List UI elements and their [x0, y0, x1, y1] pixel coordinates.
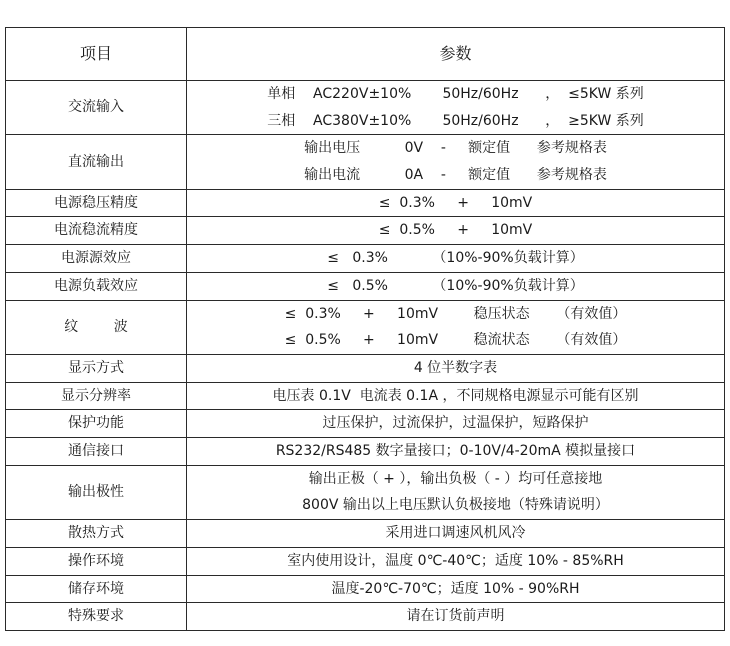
table-row	[6, 465, 725, 519]
value-line: 请在订货前声明	[406, 608, 505, 625]
table-row	[6, 354, 725, 382]
row-name: 散热方式	[6, 520, 187, 548]
value-line: ≤ 0.3% （10%-90%负载计算）	[327, 250, 584, 267]
table-row	[6, 410, 725, 438]
value-line: 输出正极（ + ），输出负极（ - ）均可任意接地	[308, 470, 603, 487]
value-line: ≤ 0.3% + 10mV	[378, 194, 533, 211]
table-row	[6, 520, 725, 548]
header-item: 项目	[6, 28, 187, 81]
value-line: 单相 AC220V±10% 50Hz/60Hz ， ≤5KW 系列	[267, 86, 644, 102]
value-line: 输出电压 0V - 额定值 参考规格表	[304, 140, 607, 157]
table-row	[6, 300, 725, 354]
row-value	[187, 81, 725, 135]
value-line: 4 位半数字表	[413, 359, 498, 376]
row-name: 操作环境	[6, 547, 187, 575]
value-line: 电压表 0.1V 电流表 0.1A ，不同规格电源显示可能有区别	[272, 387, 639, 404]
row-name: 显示分辨率	[6, 382, 187, 410]
value-line: 采用进口调速风机风冷	[385, 525, 526, 542]
header-param: 参数	[187, 28, 725, 81]
value-line: RS232/RS485 数字量接口；0-10V/4-20mA 模拟量接口	[275, 443, 636, 460]
value-line: 800V 输出以上电压默认负极接地（特殊请说明）	[302, 497, 609, 514]
table-row	[6, 438, 725, 466]
row-name: 直流输出	[6, 135, 187, 189]
row-name: 电源源效应	[6, 245, 187, 273]
spec-body	[6, 81, 725, 631]
value-line: 温度-20℃-70℃；适度 10% - 90%RH	[331, 580, 580, 597]
value-line: ≤ 0.5% + 10mV	[378, 222, 533, 239]
row-value	[187, 245, 725, 273]
spec-table	[5, 27, 725, 631]
row-value	[187, 603, 725, 631]
table-row	[6, 547, 725, 575]
row-name: 显示方式	[6, 354, 187, 382]
table-row	[6, 217, 725, 245]
row-value	[187, 135, 725, 189]
value-line: 输出电流 0A - 额定值 参考规格表	[304, 167, 607, 184]
table-row	[6, 81, 725, 135]
row-name: 电源稳压精度	[6, 189, 187, 217]
value-line: 室内使用设计，温度 0℃-40℃；适度 10% - 85%RH	[287, 552, 624, 569]
row-name: 电源负载效应	[6, 272, 187, 300]
value-line: ≤ 0.3% + 10mV 稳压状态 （有效值）	[284, 305, 627, 322]
row-value	[187, 217, 725, 245]
table-row	[6, 135, 725, 189]
row-value	[187, 575, 725, 603]
row-name: 输出极性	[6, 465, 187, 519]
row-value	[187, 300, 725, 354]
row-name: 交流输入	[6, 81, 187, 135]
row-value	[187, 272, 725, 300]
row-value	[187, 382, 725, 410]
row-value	[187, 189, 725, 217]
row-name: 保护功能	[6, 410, 187, 438]
value-line: 三相 AC380V±10% 50Hz/60Hz ， ≥5KW 系列	[267, 112, 644, 129]
row-name: 储存环境	[6, 575, 187, 603]
row-value	[187, 410, 725, 438]
row-name: 特殊要求	[6, 603, 187, 631]
table-row	[6, 245, 725, 273]
row-value	[187, 465, 725, 519]
table-row	[6, 603, 725, 631]
table-row	[6, 575, 725, 603]
row-name: 通信接口	[6, 438, 187, 466]
value-line: 过压保护，过流保护，过温保护，短路保护	[322, 415, 589, 432]
header-row	[6, 28, 725, 81]
table-row	[6, 272, 725, 300]
row-value	[187, 547, 725, 575]
table-row	[6, 382, 725, 410]
value-line: ≤ 0.5% + 10mV 稳流状态 （有效值）	[284, 332, 627, 349]
row-name: 纹 波	[6, 300, 187, 354]
table-row	[6, 189, 725, 217]
row-value	[187, 520, 725, 548]
row-value	[187, 354, 725, 382]
row-name: 电流稳流精度	[6, 217, 187, 245]
value-line: ≤ 0.5% （10%-90%负载计算）	[327, 277, 584, 294]
row-value	[187, 438, 725, 466]
